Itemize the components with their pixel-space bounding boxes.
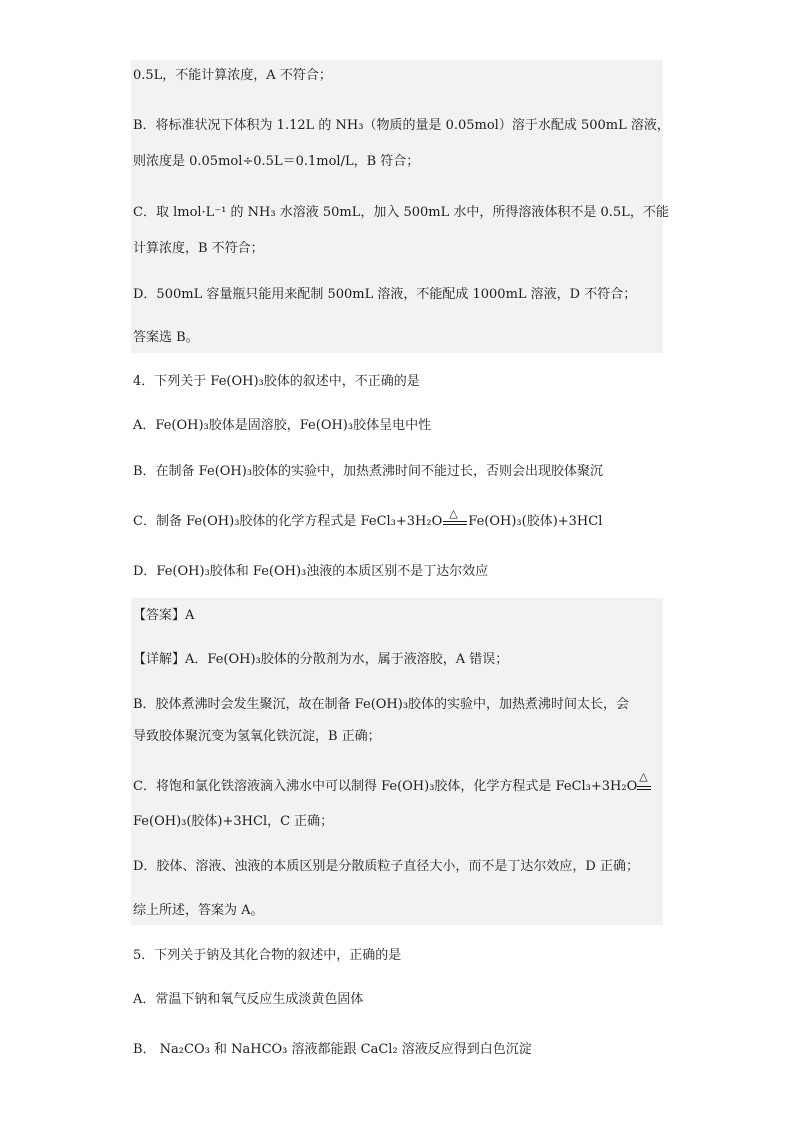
explanation-line: 计算浓度，B 不符合； bbox=[133, 241, 264, 256]
option-c-equation-right: Fe(OH)₃(胶体)+3HCl bbox=[468, 514, 603, 529]
detail-line: D．胶体、溶液、浊液的本质区别是分散质粒子直径大小，而不是丁达尔效应，D 正确； bbox=[133, 859, 639, 874]
question-5-option-a: A．常温下钠和氧气反应生成淡黄色固体 bbox=[133, 992, 364, 1007]
question-4-option-c bbox=[133, 506, 603, 532]
detail-equation-left: C．将饱和氯化铁溶液滴入沸水中可以制得 Fe(OH)₃胶体，化学方程式是 FeCl₃+3H₂O bbox=[133, 779, 638, 794]
explanation-line: 答案选 B。 bbox=[133, 330, 199, 345]
delta-symbol: △ bbox=[449, 506, 458, 520]
question-5-option-b: B． Na₂CO₃ 和 NaHCO₃ 溶液都能跟 CaCl₂ 溶液反应得到白色沉淀 bbox=[133, 1042, 532, 1057]
detail-line: B．胶体煮沸时会发生聚沉，故在制备 Fe(OH)₃胶体的实验中，加热煮沸时间太长，会 bbox=[133, 697, 630, 712]
question-4-option-a: A．Fe(OH)₃胶体是固溶胶，Fe(OH)₃胶体呈电中性 bbox=[133, 418, 432, 433]
explanation-line: 0.5L，不能计算浓度，A 不符合； bbox=[133, 68, 332, 83]
question-4-option-d: D．Fe(OH)₃胶体和 Fe(OH)₃浊液的本质区别不是丁达尔效应 bbox=[133, 564, 489, 579]
detail-line: 导致胶体聚沉变为氢氧化铁沉淀，B 正确； bbox=[133, 729, 381, 744]
explanation-line: C．取 lmol·L⁻¹ 的 NH₃ 水溶液 50mL，加入 500mL 水中，所得溶液体积不是 0.5L，不能 bbox=[133, 205, 669, 220]
question-5-stem: 5．下列关于钠及其化合物的叙述中，正确的是 bbox=[133, 948, 402, 963]
reaction-arrow bbox=[442, 506, 468, 528]
explanation-line: D．500mL 容量瓶只能用来配制 500mL 溶液，不能配成 1000mL 溶液，D 不符合； bbox=[133, 287, 637, 302]
option-c-equation-left: C．制备 Fe(OH)₃胶体的化学方程式是 FeCl₃+3H₂O bbox=[133, 514, 443, 529]
detail-line bbox=[133, 769, 651, 797]
question-4-stem: 4．下列关于 Fe(OH)₃胶体的叙述中，不正确的是 bbox=[133, 374, 420, 389]
detail-line: 【详解】A．Fe(OH)₃胶体的分散剂为水，属于液溶胶，A 错误； bbox=[133, 652, 509, 667]
reaction-arrow bbox=[637, 769, 651, 793]
detail-line: 综上所述，答案为 A。 bbox=[133, 903, 264, 918]
answer-label: 【答案】A bbox=[133, 608, 195, 623]
delta-symbol: △ bbox=[639, 769, 648, 783]
explanation-line: 则浓度是 0.05mol÷0.5L＝0.1mol/L，B 符合； bbox=[133, 154, 420, 169]
question-4-option-b: B．在制备 Fe(OH)₃胶体的实验中，加热煮沸时间不能过长，否则会出现胶体聚沉 bbox=[133, 464, 604, 479]
explanation-line: B．将标准状况下体积为 1.12L 的 NH₃（物质的量是 0.05mol）溶于水配成 500mL 溶液， bbox=[133, 118, 670, 133]
detail-line: Fe(OH)₃(胶体)+3HCl，C 正确； bbox=[133, 814, 334, 829]
